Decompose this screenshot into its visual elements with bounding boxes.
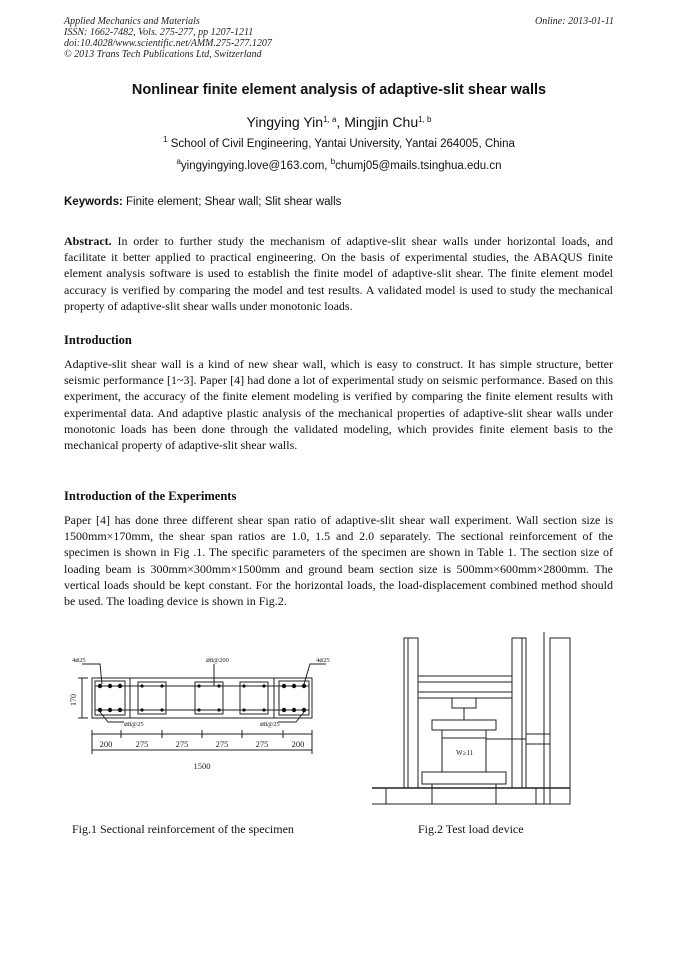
- issn-line: ISSN: 1662-7482, Vols. 275-277, pp 1207-1211: [64, 27, 254, 38]
- keywords-text: Finite element; Shear wall; Slit shear walls: [126, 196, 342, 208]
- stirrup-label-left: ⌀8@25: [124, 721, 144, 728]
- author-1: Yingying Yin: [246, 114, 324, 130]
- journal-header: [64, 16, 272, 60]
- frame-column-left: [404, 638, 418, 788]
- segment-dim-1: 200: [99, 739, 113, 749]
- journal-name: Applied Mechanics and Materials: [64, 16, 200, 27]
- segment-dim-4: 275: [215, 739, 229, 749]
- experiments-heading: Introduction of the Experiments: [64, 489, 237, 503]
- email-a[interactable]: yingyingying.love@163.com,: [180, 160, 331, 172]
- doi-line: doi:10.4028/www.scientific.net/AMM.275-277.1207: [64, 38, 272, 49]
- leader-left-bottom: [100, 712, 124, 722]
- rebar-dots: [98, 684, 306, 712]
- frame-column-right: [512, 638, 526, 788]
- author-2-sup: 1, b: [418, 115, 432, 124]
- segment-dim-6: 200: [291, 739, 305, 749]
- loading-beam: [432, 720, 496, 730]
- author-separator: ,: [336, 114, 345, 130]
- abstract-label: Abstract.: [64, 234, 112, 248]
- keywords: [64, 196, 341, 208]
- email-a-sup: a: [176, 157, 181, 166]
- fig1-caption: Fig.1 Sectional reinforcement of the specimen: [72, 822, 294, 836]
- segment-dim-5: 275: [255, 739, 269, 749]
- fig2-caption: Fig.2 Test load device: [418, 822, 524, 836]
- top-crossbeam: [418, 676, 512, 698]
- author-line: [0, 114, 678, 130]
- intro-paragraph: Adaptive-slit shear wall is a kind of new shear wall, which is easy to construct. It has simple structure, better seismic performance [1~3]. Paper [4] had done a lot of experimental study on seismic performance. Based on this experiment, the accuracy of the finite element modeling is verified by comparing the finite element results with experimental data. And adaptive plastic analysis of the mechanical properties of adaptive-slit shear walls under monotonic loads has been done through the validated modeling, which provides finite element basis to the mechanical property of adaptive-slit shear walls.: [64, 357, 613, 453]
- intro-heading: Introduction: [64, 333, 132, 347]
- segment-dim-2: 275: [135, 739, 149, 749]
- experiments-paragraph: Paper [4] has done three different shear span ratio of adaptive-slit shear wall experiment. Wall section size is 1500mm×170mm, the shear span ratios are 1.0, 1.5 and 2.0 separately. The sectional reinforcement of the specimen is shown in Fig .1. The specific parameters of the specimen are shown in Table 1. The section size of loading beam is 300mm×300mm×1500mm and ground beam section size is 500mm×600mm×2800mm. The vertical loads should be kept constant. For the horizontal loads, the load-displacement combined method should be used. The loading device is shown in Fig.2.: [64, 513, 613, 609]
- rebar-label-left: 4⌀25: [72, 657, 86, 664]
- horizontal-actuator: [526, 734, 550, 744]
- fig1-section-drawing: [64, 650, 344, 780]
- keywords-label: Keywords:: [64, 196, 123, 208]
- ground-beam: [422, 772, 506, 784]
- paper-title: Nonlinear finite element analysis of adaptive-slit shear walls: [131, 82, 547, 98]
- rebar-label-mid: ⌀8@200: [206, 657, 229, 664]
- affiliation: [0, 135, 678, 150]
- online-date: Online: 2013-01-11: [535, 16, 614, 27]
- leader-right-bottom: [278, 712, 304, 722]
- stirrup-label-right: ⌀8@25: [260, 721, 280, 728]
- reaction-wall: [550, 638, 570, 804]
- affiliation-text: School of Civil Engineering, Yantai University, Yantai 264005, China: [170, 138, 515, 150]
- segment-dim-3: 275: [175, 739, 189, 749]
- rebar-label-right: 4⌀25: [316, 657, 330, 664]
- author-1-sup: 1, a: [323, 115, 337, 124]
- email-b[interactable]: chumj05@mails.tsinghua.edu.cn: [335, 160, 502, 172]
- abstract-text: In order to further study the mechanism of adaptive-slit shear walls under horizontal loads, and facilitate it better applied to practical engineering. On the basis of experimental studies, the ABAQUS finite element analysis software is used to establish the finite model of adaptive-slit shear. The finite element model accuracy is verified by comparing the model and test results. A validated model is used to study the mechanical property of adaptive-slit shear walls under monotonic loads.: [64, 234, 613, 313]
- affiliation-sup: 1: [163, 135, 168, 144]
- emails: [0, 157, 678, 172]
- vertical-jack: [452, 698, 476, 708]
- total-dim-label: 1500: [193, 761, 211, 771]
- copyright-line: © 2013 Trans Tech Publications Ltd, Switzerland: [64, 49, 262, 60]
- height-dim-label: 170: [69, 694, 78, 706]
- abstract: [64, 233, 613, 314]
- fig2-loading-device-drawing: [372, 630, 582, 810]
- author-2: Mingjin Chu: [344, 114, 419, 130]
- email-b-sup: b: [330, 157, 336, 166]
- specimen-label: W≥11: [456, 749, 474, 757]
